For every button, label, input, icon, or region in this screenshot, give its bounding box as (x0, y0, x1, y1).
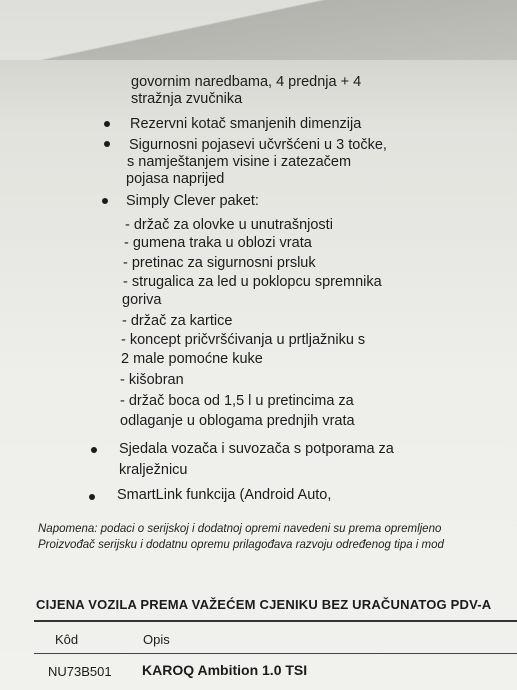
equipment-line: 2 male pomoćne kuke (121, 351, 263, 367)
column-header-code: Kôd (55, 632, 79, 647)
table-header-rule (34, 653, 517, 654)
vehicle-description: KAROQ Ambition 1.0 TSI (142, 662, 308, 678)
equipment-line: - pretinac za sigurnosni prsluk (123, 255, 316, 271)
bullet-icon (91, 447, 97, 453)
price-section-title: CIJENA VOZILA PREMA VAŽEĆEM CJENIKU BEZ URAČUNATOG PDV-A (36, 597, 492, 612)
equipment-line: govornim naredbama, 4 prednja + 4 (131, 74, 362, 90)
equipment-line: Sigurnosni pojasevi učvršćeni u 3 točke, (129, 137, 387, 153)
equipment-line: - držač za kartice (122, 313, 233, 329)
bullet-icon (102, 198, 108, 204)
equipment-line: goriva (122, 292, 162, 308)
equipment-line: - kišobran (120, 372, 184, 388)
equipment-line: - gumena traka u oblozi vrata (124, 235, 312, 251)
equipment-line: Rezervni kotač smanjenih dimenzija (130, 116, 362, 132)
column-header-description: Opis (143, 632, 170, 647)
equipment-line: - strugalica za led u poklopcu spremnika (123, 274, 382, 290)
bullet-icon (89, 494, 95, 500)
equipment-line: kralježnicu (119, 462, 188, 478)
equipment-line: SmartLink funkcija (Android Auto, (117, 487, 332, 503)
equipment-line: - držač za olovke u unutrašnjosti (125, 217, 333, 233)
vehicle-code: NU73B501 (48, 664, 112, 679)
equipment-line: Simply Clever paket: (126, 193, 259, 209)
equipment-line: stražnja zvučnika (131, 91, 243, 107)
table-top-rule (34, 620, 517, 622)
equipment-line: odlaganje u oblogama prednjih vrata (120, 413, 355, 429)
note-line: Napomena: podaci o serijskoj i dodatnoj opremi navedeni su prema opremljeno (38, 523, 442, 535)
equipment-line: - koncept pričvršćivanja u prtljažniku s (121, 332, 366, 348)
equipment-line: pojasa naprijed (126, 171, 225, 187)
equipment-line: - držač boca od 1,5 l u pretincima za (120, 393, 354, 409)
bullet-icon (104, 141, 110, 147)
bullet-icon (104, 121, 110, 127)
equipment-line: Sjedala vozača i suvozača s potporama za (119, 441, 394, 457)
note-line: Proizvođač serijsku i dodatnu opremu prilagođava razvoju određenog tipa i mod (38, 539, 444, 551)
equipment-line: s namještanjem visine i zatezačem (127, 154, 352, 170)
